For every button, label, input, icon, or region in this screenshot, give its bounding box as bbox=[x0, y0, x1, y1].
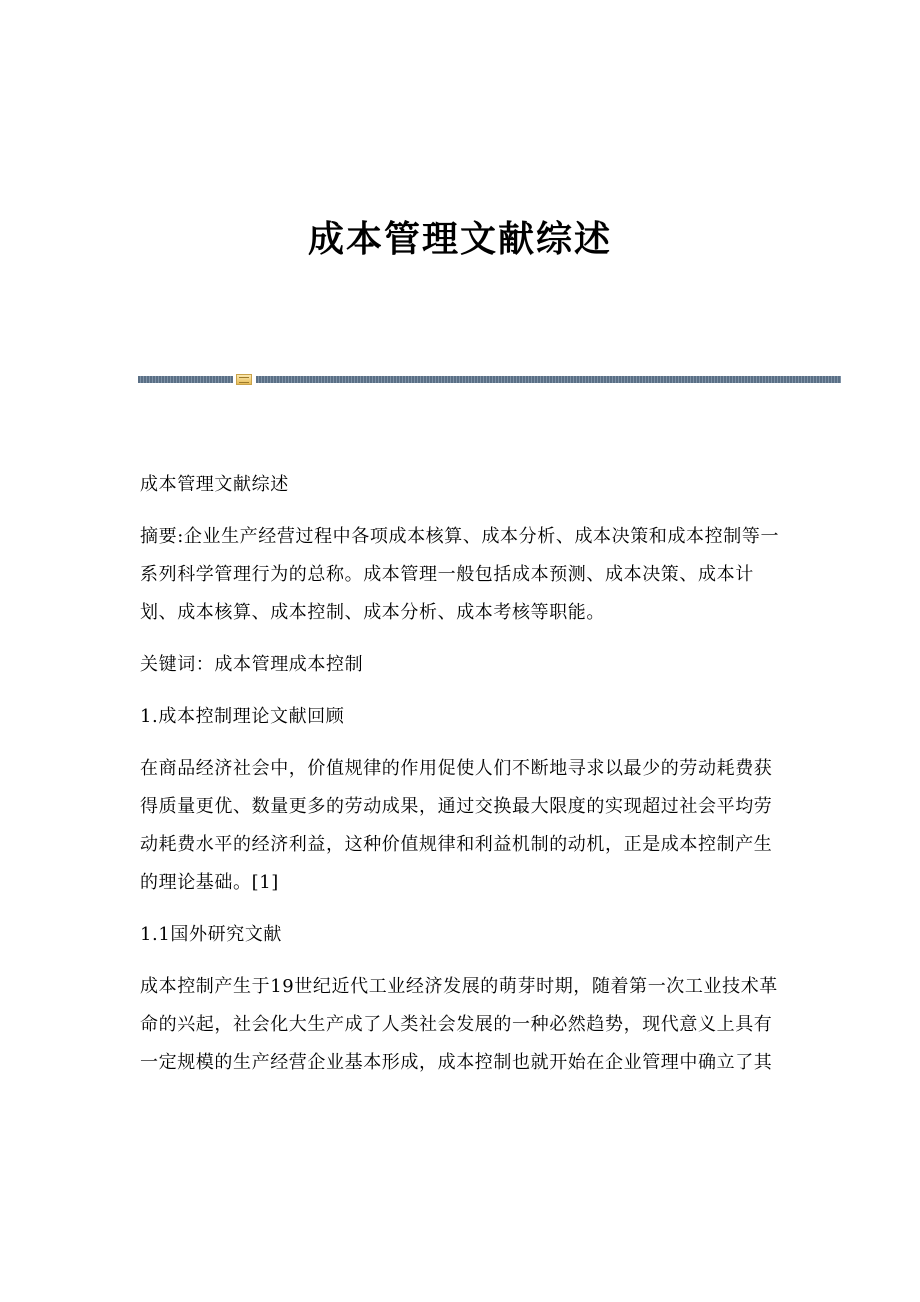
document-title: 成本管理文献综述 bbox=[307, 219, 612, 260]
subtitle: 成本管理文献综述 bbox=[140, 474, 289, 495]
divider-bar-right bbox=[256, 376, 841, 383]
decorative-divider bbox=[138, 374, 841, 384]
divider-bar-left bbox=[138, 376, 233, 383]
section-heading: 1.成本控制理论文献回顾 bbox=[140, 706, 345, 727]
body-paragraph: 成本控制产生于19世纪近代工业经济发展的萌芽时期，随着第一次工业技术革命的兴起，社会化大生产成了人类社会发展的一种必然趋势，现代意义上具有一定规模的生产经营企业基本形成，成本控制也就开始在企业管理中确立了其 bbox=[140, 976, 778, 1073]
envelope-icon bbox=[236, 374, 252, 385]
body-paragraph: 在商品经济社会中，价值规律的作用促使人们不断地寻求以最少的劳动耗费获得质量更优、数量更多的劳动成果，通过交换最大限度的实现超过社会平均劳动耗费水平的经济利益，这种价值规律和利益机制的动机，正是成本控制产生的理论基础。[1] bbox=[140, 758, 773, 893]
document-body bbox=[140, 466, 782, 1096]
keywords-paragraph: 关键词：成本管理成本控制 bbox=[140, 654, 364, 675]
subsection-heading: 1.1国外研究文献 bbox=[140, 924, 283, 945]
abstract-paragraph: 摘要:企业生产经营过程中各项成本核算、成本分析、成本决策和成本控制等一系列科学管理行为的总称。成本管理一般包括成本预测、成本决策、成本计划、成本核算、成本控制、成本分析、成本考核等职能。 bbox=[140, 526, 780, 623]
